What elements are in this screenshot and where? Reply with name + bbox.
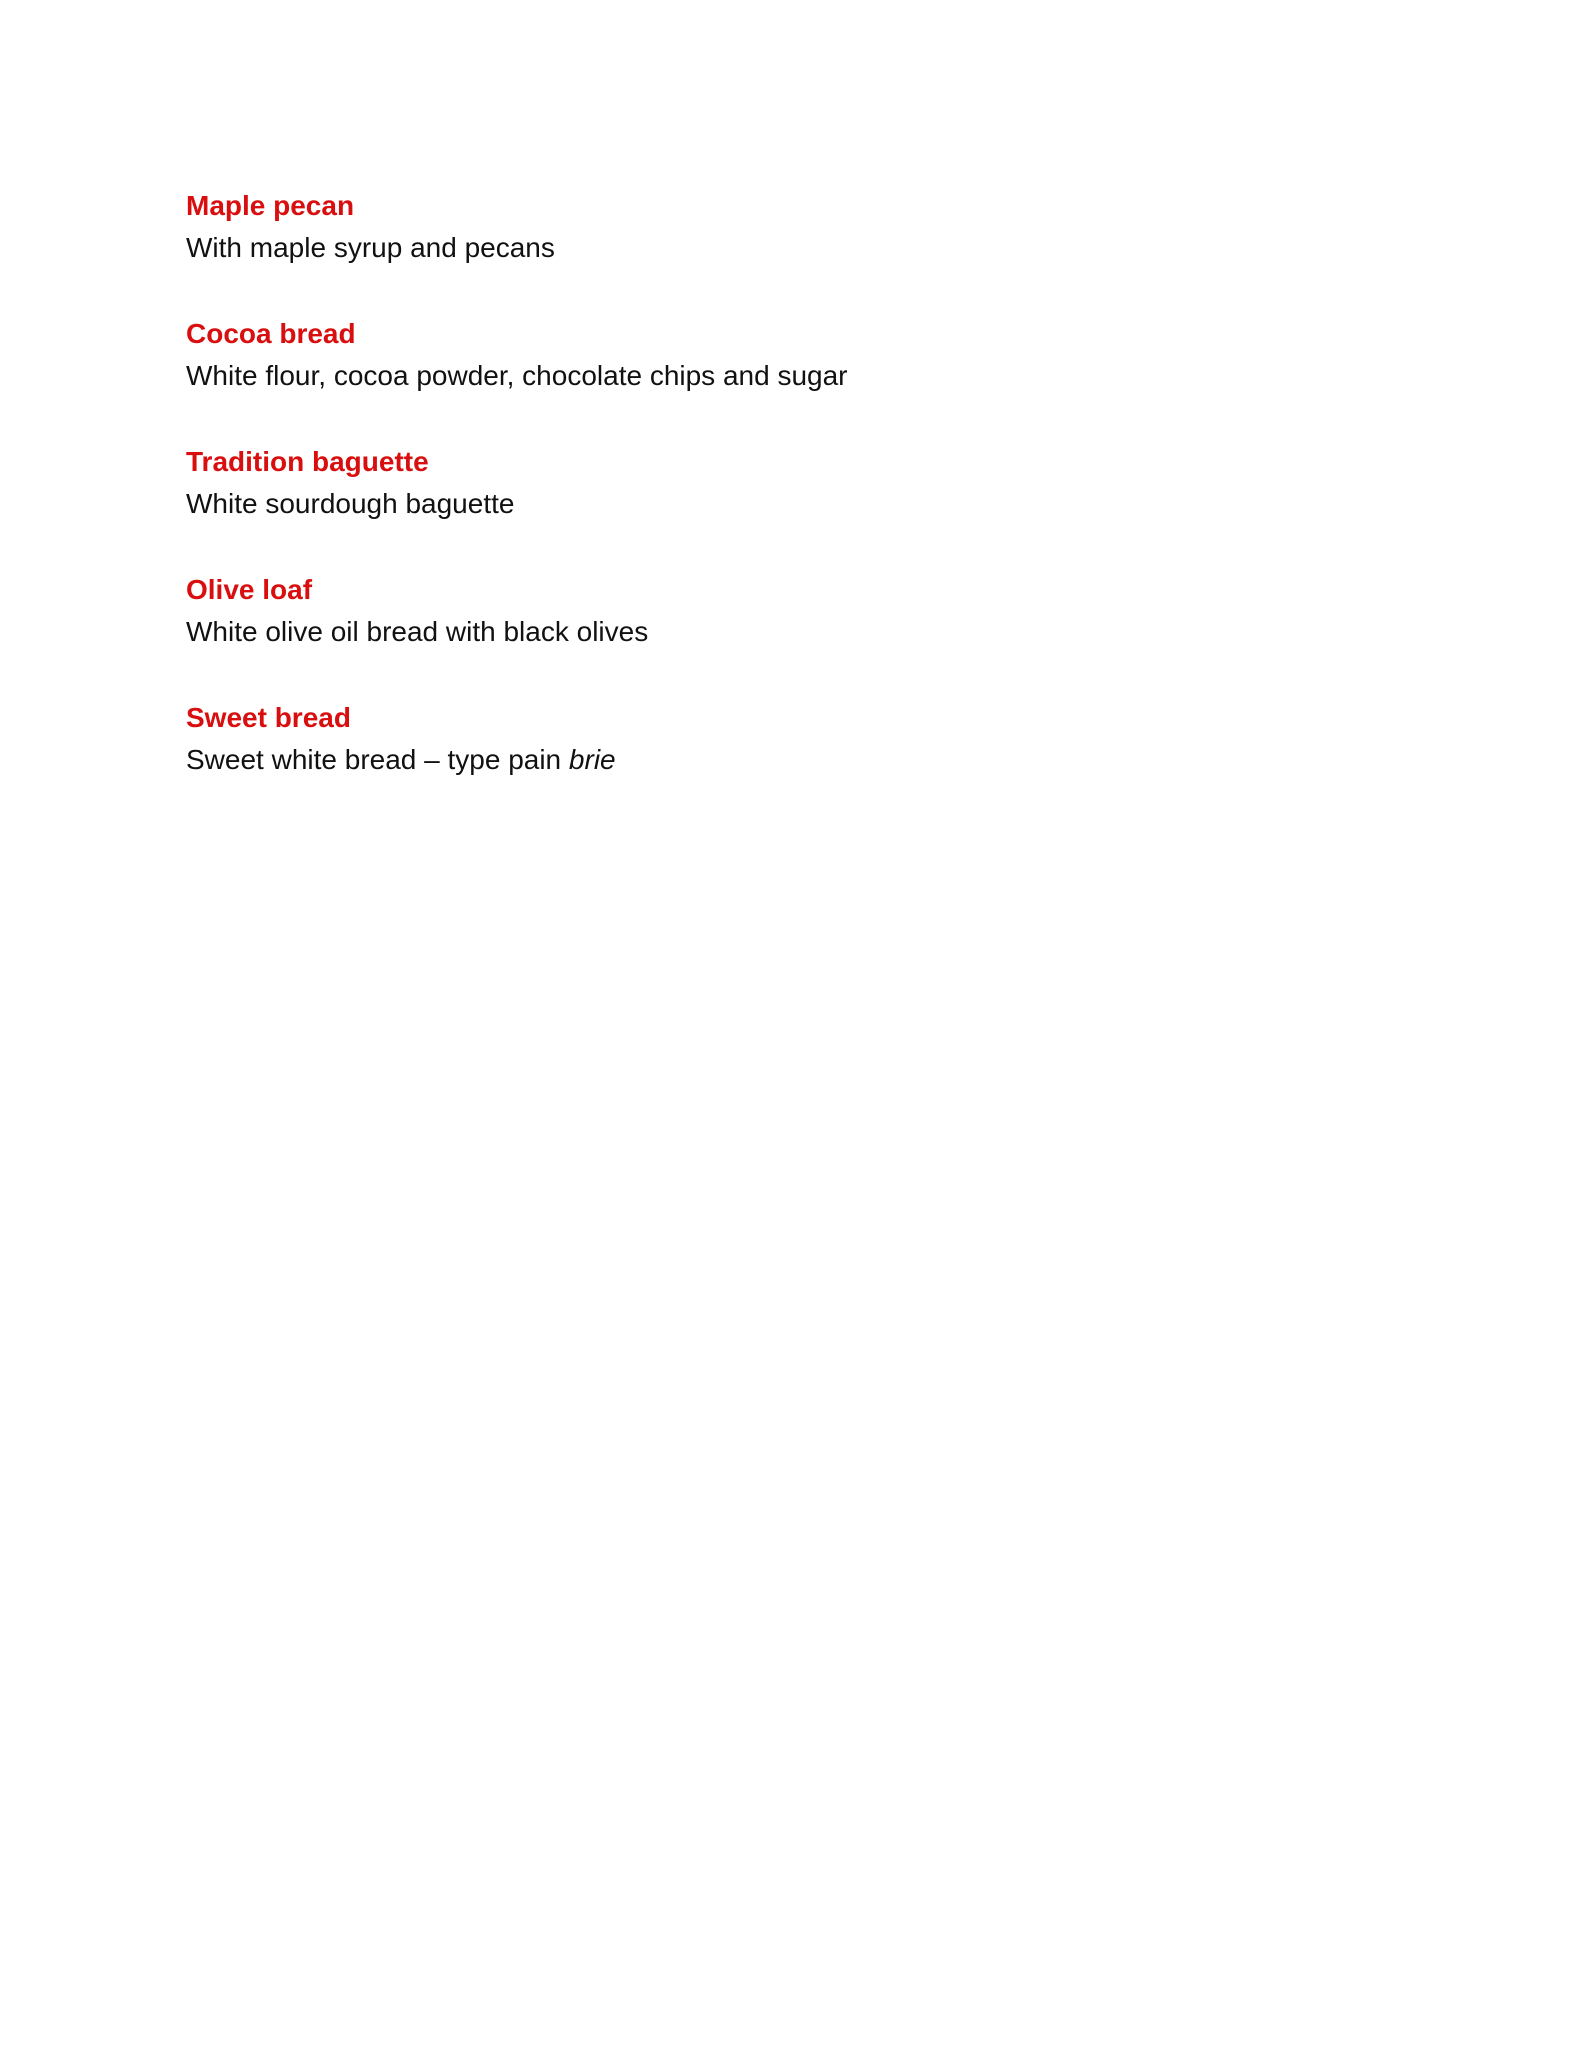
list-item	[186, 442, 1386, 526]
bread-title: Tradition baguette	[186, 446, 429, 477]
bread-description-italic: brie	[568, 744, 616, 775]
bread-title: Maple pecan	[186, 190, 355, 221]
bread-description: White sourdough baguette	[186, 488, 515, 519]
bread-description: White flour, cocoa powder, chocolate chips and sugar	[186, 360, 848, 391]
bread-title: Cocoa bread	[186, 318, 356, 349]
bread-title: Sweet bread	[186, 702, 351, 733]
bread-description: With maple syrup and pecans	[186, 232, 555, 263]
list-item	[186, 186, 1386, 270]
bread-list	[186, 186, 1386, 826]
bread-description-line	[186, 738, 1386, 782]
bread-title: Olive loaf	[186, 574, 313, 605]
list-item	[186, 698, 1386, 782]
bread-description: White olive oil bread with black olives	[186, 616, 649, 647]
list-item	[186, 314, 1386, 398]
bread-description: Sweet white bread – type pain	[186, 744, 569, 775]
list-item	[186, 570, 1386, 654]
